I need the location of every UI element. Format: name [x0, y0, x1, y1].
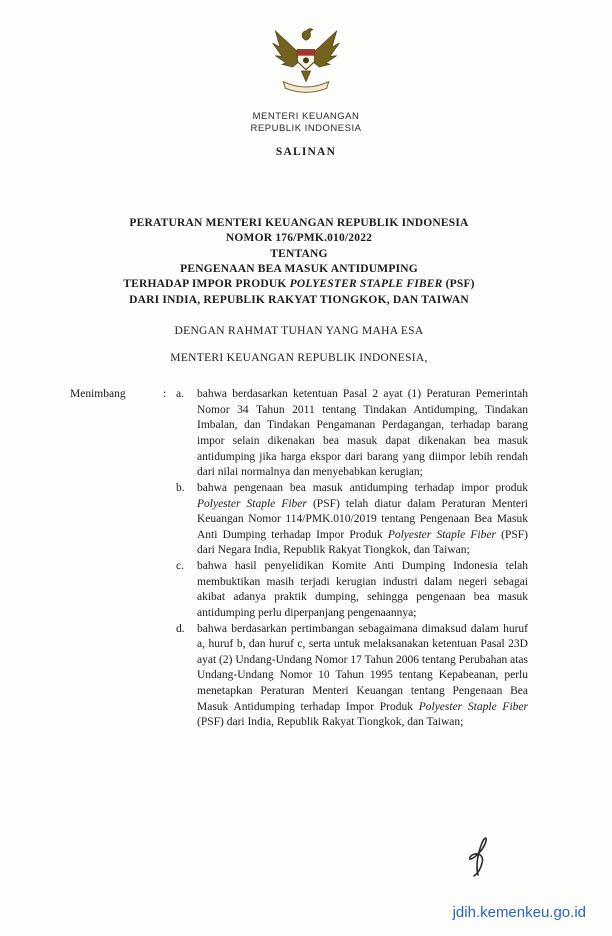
item-text: bahwa berdasarkan pertimbangan sebagaimana dimaksud dalam huruf a, huruf b, dan huruf c, serta untuk melaksanakan ketentuan Pasal 23D ayat (2) Undang-Undang Nomor 17 Tahun 2006 tentang Perubahan atas Undang-Undang Nomor 10 Tahun 1995 tentang Kepabeanan, perlu menetapkan Peraturan Menteri Keuangan tentang Pengenaan Bea Masuk Antidumping terhadap Impor Produk Polyester Staple Fiber (PSF) dari India, Republik Rakyat Tiongkok, dan Taiwan;	[197, 622, 528, 729]
authority-line: MENTERI KEUANGAN REPUBLIK INDONESIA,	[170, 352, 428, 365]
item-letter: b.	[176, 481, 185, 494]
item-text: bahwa hasil penyelidikan Komite Anti Dumping Indonesia telah membuktikan masih terjadi kerugian industri dalam negeri sebagai akibat adanya praktik dumping, sehingga pengenaan bea masuk antidumping perlu diperpanjang pengenaannya;	[197, 560, 528, 619]
ministry-name-line2: REPUBLIK INDONESIA	[250, 123, 362, 135]
ministry-name	[0, 111, 612, 136]
document-body	[0, 216, 612, 731]
considering-item-a	[176, 387, 528, 481]
regulation-title	[70, 216, 528, 308]
item-text: bahwa berdasarkan ketentuan Pasal 2 ayat (1) Peraturan Pemerintah Nomor 34 Tahun 2011 tentang Tindakan Antidumping, Tindakan Imbalan, dan Tindakan Pengamanan Perdagangan, terhadap barang impor selain dikenakan bea masuk dapat dikenakan bea masuk antidumping jika harga ekspor dari barang yang diimpor lebih rendah dari nilai normalnya dan menyebabkan kerugian;	[197, 388, 528, 479]
item-letter: a.	[176, 388, 184, 401]
item-letter: d.	[176, 622, 185, 635]
considering-item-c	[176, 559, 528, 622]
letterhead	[0, 0, 612, 158]
item-letter: c.	[176, 560, 184, 572]
title-line: TENTANG	[270, 247, 328, 260]
title-line: TERHADAP IMPOR PRODUK POLYESTER STAPLE FIBER (PSF)	[123, 278, 475, 291]
considering-item-d	[176, 622, 528, 731]
garuda-emblem-icon	[266, 16, 346, 102]
ministry-name-line1: MENTERI KEUANGAN	[252, 111, 360, 122]
considering-item-b	[176, 481, 528, 559]
copy-label: SALINAN	[275, 145, 337, 158]
considering-label: Menimbang	[70, 388, 126, 401]
title-line: PERATURAN MENTERI KEUANGAN REPUBLIK INDONESIA	[129, 216, 469, 229]
title-line: PENGENAAN BEA MASUK ANTIDUMPING	[180, 262, 418, 275]
jdih-footer-link[interactable]: jdih.kemenkeu.go.id	[452, 904, 586, 921]
title-line: NOMOR 176/PMK.010/2022	[225, 232, 373, 245]
considering-separator: :	[163, 388, 167, 401]
considering-items	[176, 387, 528, 731]
title-line: DARI INDIA, REPUBLIK RAKYAT TIONGKOK, DAN TAIWAN	[129, 293, 469, 306]
invocation-line: DENGAN RAHMAT TUHAN YANG MAHA ESA	[174, 325, 424, 338]
item-text: bahwa pengenaan bea masuk antidumping terhadap impor produk Polyester Staple Fiber (PSF) telah diatur dalam Peraturan Menteri Keuangan Nomor 114/PMK.010/2019 tentang Pengenaan Bea Masuk Anti Dumping terhadap Impor Produk Polyester Staple Fiber (PSF) dari Negara India, Republik Rakyat Tiongkok, dan Taiwan;	[197, 481, 528, 557]
considering-section	[70, 387, 528, 731]
signature-initial-mark	[458, 833, 492, 879]
